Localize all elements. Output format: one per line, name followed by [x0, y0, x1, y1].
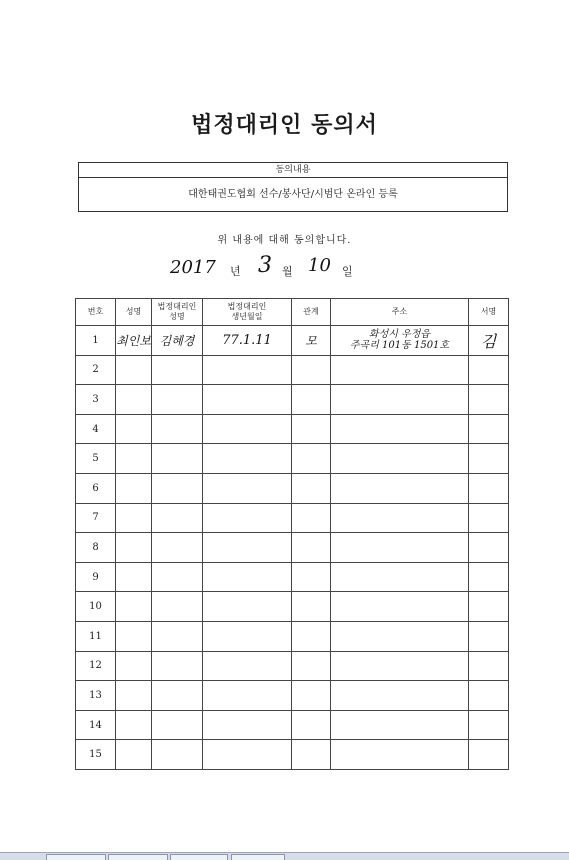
row-number: 10 — [76, 592, 116, 622]
header-guardian-birth-line1: 법정대리인 — [227, 302, 267, 311]
taskbar-button[interactable] — [170, 854, 228, 860]
header-no: 번호 — [76, 299, 116, 326]
table-row — [76, 592, 509, 622]
header-guardian-birth — [203, 299, 292, 326]
row-number: 11 — [76, 621, 116, 651]
table-row — [76, 710, 509, 740]
row-address-line1: 화성시 우정읍 — [368, 329, 431, 341]
header-name: 성명 — [116, 299, 152, 326]
row-guardian-name — [152, 326, 203, 356]
row-number: 13 — [76, 681, 116, 711]
agree-text: 위 내용에 대해 동의합니다. — [217, 235, 352, 246]
date-year-label: 년 — [230, 265, 241, 278]
date-month-label: 월 — [282, 265, 293, 278]
table-row — [76, 621, 509, 651]
table-row — [76, 444, 509, 474]
header-guardian-name-line1: 법정대리인 — [157, 302, 197, 311]
row-number: 1 — [76, 326, 116, 356]
table-row — [76, 326, 509, 356]
date-year-handwritten: 2017 — [170, 257, 216, 278]
document-title: 법정대리인 동의서 — [191, 112, 378, 138]
row-signature-handwritten: 김 — [480, 331, 497, 351]
date-day-label: 일 — [342, 265, 353, 278]
row-number: 14 — [76, 710, 116, 740]
row-number: 7 — [76, 503, 116, 533]
guardian-table — [75, 298, 509, 770]
row-name — [116, 326, 152, 356]
row-signature — [469, 326, 509, 356]
table-row — [76, 414, 509, 444]
header-signature: 서명 — [469, 299, 509, 326]
date-line — [170, 255, 370, 285]
table-row — [76, 681, 509, 711]
header-relation: 관계 — [292, 299, 331, 326]
table-row — [76, 473, 509, 503]
row-number: 8 — [76, 533, 116, 563]
date-month-handwritten: 3 — [258, 253, 272, 278]
taskbar-button[interactable] — [231, 854, 285, 860]
consent-body: 대한태권도협회 선수/봉사단/시범단 온라인 등록 — [188, 189, 398, 200]
row-name-handwritten: 최인보 — [116, 333, 151, 348]
row-number: 2 — [76, 355, 116, 385]
row-number: 12 — [76, 651, 116, 681]
row-relation-handwritten: 모 — [305, 333, 317, 348]
row-number: 15 — [76, 740, 116, 770]
row-guardian-birth — [203, 326, 292, 356]
row-number: 4 — [76, 414, 116, 444]
date-day-handwritten: 10 — [308, 255, 331, 276]
taskbar-button[interactable] — [108, 854, 168, 860]
row-guardian-name-handwritten: 김혜경 — [159, 333, 195, 348]
row-guardian-birth-handwritten: 77.1.11 — [222, 332, 272, 348]
table-row — [76, 562, 509, 592]
header-guardian-name-line2: 성명 — [169, 312, 185, 321]
table-row — [76, 355, 509, 385]
taskbar-button[interactable] — [46, 854, 106, 860]
table-row — [76, 740, 509, 770]
header-guardian-name — [152, 299, 203, 326]
row-address-line2: 주곡리 101동 1501호 — [349, 340, 450, 352]
table-row — [76, 385, 509, 415]
row-number: 3 — [76, 385, 116, 415]
consent-header: 동의내용 — [79, 163, 507, 178]
row-number: 6 — [76, 473, 116, 503]
header-guardian-birth-line2: 생년월일 — [231, 312, 263, 321]
consent-box — [78, 162, 508, 212]
table-row — [76, 503, 509, 533]
row-number: 9 — [76, 562, 116, 592]
row-address — [331, 326, 469, 356]
table-header-row — [76, 299, 509, 326]
table-row — [76, 651, 509, 681]
row-number: 5 — [76, 444, 116, 474]
table-row — [76, 533, 509, 563]
row-relation — [292, 326, 331, 356]
header-address: 주소 — [331, 299, 469, 326]
